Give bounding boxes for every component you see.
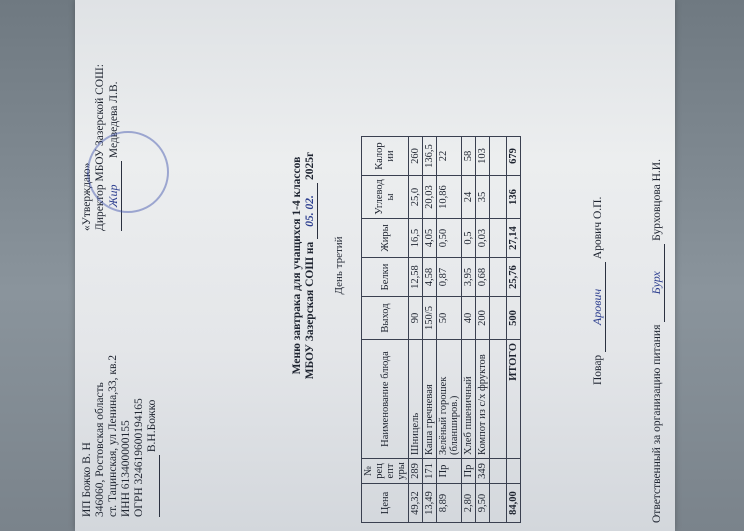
supplier-block xyxy=(81,355,160,517)
cell-dish xyxy=(490,340,507,459)
supplier-sign-name: В.Н.Божко xyxy=(146,399,158,453)
cell-proteins: 3,95 xyxy=(462,258,476,297)
cell-recipe: 349 xyxy=(476,459,490,484)
cell-price: 2,80 xyxy=(462,484,476,523)
cell-dish: Зелёный горошек (бланширов.) xyxy=(437,340,462,459)
cell-dish: Шницель xyxy=(409,340,423,459)
header-price: Цена xyxy=(362,484,409,523)
cell-carbs: 25,0 xyxy=(409,176,423,219)
cook-name: Арович О.П. xyxy=(592,196,604,260)
cook-signature-icon: Арович xyxy=(590,288,604,326)
cell-carbs: 20,03 xyxy=(423,176,437,219)
cell-fats: 0,50 xyxy=(437,219,462,258)
cell-recipe: 289 xyxy=(409,459,423,484)
responsible-label: Ответственный за организацию питания xyxy=(651,324,663,523)
cell-fats: 0,03 xyxy=(476,219,490,258)
supplier-name: ИП Божко В. Н xyxy=(81,442,93,517)
total-fats: 27,14 xyxy=(507,219,521,258)
cell-calories xyxy=(490,137,507,176)
header-carbs: Углевод ы xyxy=(362,176,409,219)
cell-price: 8,89 xyxy=(437,484,462,523)
cell-recipe: Пр xyxy=(462,459,476,484)
table-row xyxy=(423,137,437,523)
cell-proteins: 0,68 xyxy=(476,258,490,297)
cell-recipe: 171 xyxy=(423,459,437,484)
responsible-name: Бурховцова Н.И. xyxy=(651,159,663,241)
table-row xyxy=(437,137,462,523)
cook-label: Повар xyxy=(592,354,604,385)
supplier-address-1: 346060, Ростовская область xyxy=(94,382,106,517)
responsible-signature xyxy=(649,159,665,523)
total-price: 84,00 xyxy=(507,484,521,523)
header-fats: Жиры xyxy=(362,219,409,258)
cell-output: 150/5 xyxy=(423,297,437,340)
menu-day: День третий xyxy=(333,236,345,295)
cell-fats: 4,05 xyxy=(423,219,437,258)
cell-price: 49,32 xyxy=(409,484,423,523)
cell-calories: 260 xyxy=(409,137,423,176)
supplier-ogrn: ОГРН 324619600194165 xyxy=(133,398,145,517)
header-proteins: Белки xyxy=(362,258,409,297)
cell-carbs: 35 xyxy=(476,176,490,219)
director-name: Медведева Л.В. xyxy=(108,81,120,159)
approval-position: Директор МБОУ Зазерской СОШ: xyxy=(94,64,106,231)
cell-proteins xyxy=(490,258,507,297)
cell-proteins: 4,58 xyxy=(423,258,437,297)
cell-output: 50 xyxy=(437,297,462,340)
total-calories: 679 xyxy=(507,137,521,176)
cell-proteins: 0,87 xyxy=(437,258,462,297)
director-signature-icon: Жир xyxy=(106,184,120,208)
header-dish: Наименование блюда xyxy=(362,340,409,459)
header-output: Выход xyxy=(362,297,409,340)
table-row xyxy=(462,137,476,523)
cell-price: 9,50 xyxy=(476,484,490,523)
menu-table xyxy=(361,136,521,523)
total-label: ИТОГО xyxy=(507,340,521,459)
cell-fats: 0,5 xyxy=(462,219,476,258)
cell-dish: Компот из с/х фруктов xyxy=(476,340,490,459)
table-row xyxy=(476,137,490,523)
cell-price: 13,49 xyxy=(423,484,437,523)
cell-carbs xyxy=(490,176,507,219)
cell-dish: Хлеб пшеничный xyxy=(462,340,476,459)
total-proteins: 25,76 xyxy=(507,258,521,297)
cell-carbs: 10,86 xyxy=(437,176,462,219)
menu-title xyxy=(291,0,318,531)
cell-fats: 16,5 xyxy=(409,219,423,258)
responsible-signature-icon: Бурх xyxy=(649,271,663,295)
cell-proteins: 12,58 xyxy=(409,258,423,297)
cell-output xyxy=(490,297,507,340)
cell-calories: 22 xyxy=(437,137,462,176)
header-recipe: № рец епт уры xyxy=(362,459,409,484)
total-output: 500 xyxy=(507,297,521,340)
cell-recipe xyxy=(490,459,507,484)
header-calories: Калор ии xyxy=(362,137,409,176)
menu-sheet xyxy=(75,0,675,531)
menu-date: 05. 02. xyxy=(304,183,318,239)
table-header-row xyxy=(362,137,409,523)
cell-calories: 103 xyxy=(476,137,490,176)
supplier-address-2: ст. Тацинская, ул Ленина,33, кв.2 xyxy=(107,355,119,517)
cell-fats xyxy=(490,219,507,258)
cell-calories: 136,5 xyxy=(423,137,437,176)
approval-title: «Утверждаю» xyxy=(81,162,93,231)
menu-title-line1: Меню завтрака для учащихся 1-4 классов xyxy=(291,156,303,375)
table-row xyxy=(409,137,423,523)
school-stamp-icon xyxy=(87,131,169,213)
cell-calories: 58 xyxy=(462,137,476,176)
table-row xyxy=(490,137,507,523)
supplier-inn: ИНН 613400000155 xyxy=(120,420,132,517)
total-carbs: 136 xyxy=(507,176,521,219)
cell-output: 200 xyxy=(476,297,490,340)
cell-carbs: 24 xyxy=(462,176,476,219)
cell-output: 40 xyxy=(462,297,476,340)
total-row xyxy=(507,137,521,523)
supplier-signature-line xyxy=(146,355,160,517)
cell-output: 90 xyxy=(409,297,423,340)
menu-title-line2: МБОУ Зазерская СОШ на 05. 02. 2025г xyxy=(304,151,316,380)
cook-signature xyxy=(590,197,606,385)
cell-recipe: Пр xyxy=(437,459,462,484)
cell-price xyxy=(490,484,507,523)
cell-dish: Каша гречневая xyxy=(423,340,437,459)
